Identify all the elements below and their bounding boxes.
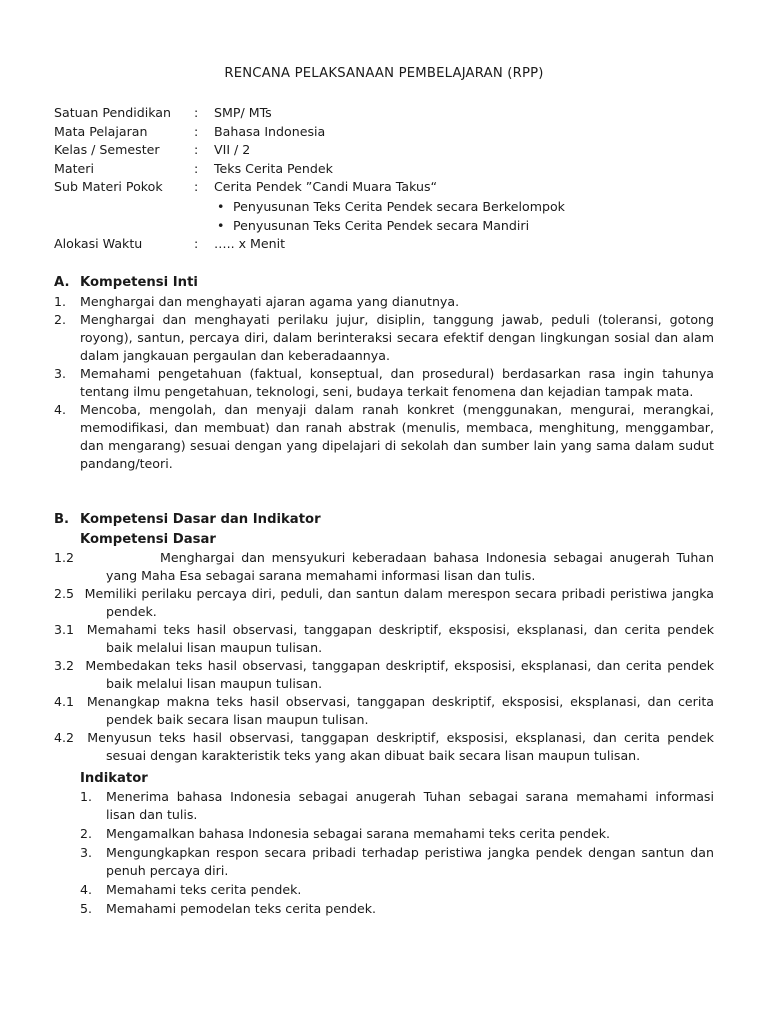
- identity-colon: :: [194, 105, 199, 120]
- identity-colon: :: [194, 160, 199, 176]
- identity-row: [54, 141, 714, 160]
- indikator-number: 1.: [80, 789, 93, 804]
- identity-colon: :: [194, 123, 199, 139]
- kd-item: 4.2 Menyusun teks hasil observasi, tanggapan deskriptif, eksposisi, eksplanasi, dan cerita pendek sesuai dengan karakteristik teks yang akan dibuat baik secara lisan maupun tulisan.: [54, 730, 714, 763]
- list-item: [54, 293, 714, 311]
- identity-table: [54, 104, 714, 254]
- indikator-number: 2.: [80, 826, 93, 841]
- indikator-number: 3.: [80, 845, 93, 860]
- indikator-heading: Indikator: [80, 771, 148, 786]
- identity-value: VII / 2: [214, 142, 251, 158]
- section-heading: [54, 510, 714, 530]
- indikator-text: Mengamalkan bahasa Indonesia sebagai sarana memahami teks cerita pendek.: [106, 826, 611, 841]
- indikator-item: [54, 900, 714, 918]
- section-title: Kompetensi Inti: [80, 275, 198, 290]
- identity-label: Mata Pelajaran: [54, 123, 148, 139]
- list-text: Memahami pengetahuan (faktual, konseptual, dan prosedural) berdasarkan rasa ingin tahunya tentang ilmu pengetahuan, teknologi, seni, budaya terkait fenomena dan kejadian tampak mata.: [80, 366, 714, 399]
- indikator-number: 5.: [80, 901, 93, 916]
- indikator-item: [54, 881, 714, 899]
- bullet-icon: •: [217, 217, 225, 233]
- identity-value: Teks Cerita Pendek: [214, 160, 333, 176]
- identity-colon: :: [194, 142, 199, 158]
- kd-item: [54, 549, 714, 585]
- identity-label: Kelas / Semester: [54, 142, 160, 158]
- section-letter: A.: [54, 275, 70, 290]
- list-number: 3.: [54, 366, 67, 381]
- list-item: [54, 365, 714, 401]
- identity-value: ….. x Menit: [214, 235, 286, 251]
- indikator-text: Mengungkapkan respon secara pribadi terhadap peristiwa jangka pendek dengan santun dan penuh percaya diri.: [106, 845, 714, 878]
- bullet-text: Penyusunan Teks Cerita Pendek secara Mandiri: [233, 217, 530, 233]
- kd-item: 4.1 Menangkap makna teks hasil observasi, tanggapan deskriptif, eksposisi, eksplanasi, dan cerita pendek baik secara lisan maupun tulisan.: [54, 694, 714, 727]
- kd-text: Menangkap makna teks hasil observasi, tanggapan deskriptif, eksposisi, eksplanasi, dan cerita pendek baik secara lisan maupun tulisan.: [86, 694, 714, 727]
- sub-materi-bullet: [54, 216, 714, 235]
- identity-row: [54, 104, 714, 123]
- identity-value: Cerita Pendek ”Candi Muara Takus“: [214, 179, 438, 195]
- indikator-item: [54, 788, 714, 824]
- kd-heading: Kompetensi Dasar: [80, 532, 216, 547]
- kd-text: Memahami teks hasil observasi, tanggapan deskriptif, eksposisi, eksplanasi, dan cerita pendek baik melalui lisan maupun tulisan.: [86, 622, 714, 655]
- bullet-text: Penyusunan Teks Cerita Pendek secara Berkelompok: [233, 198, 565, 214]
- identity-row: [54, 123, 714, 142]
- indikator-text: Memahami pemodelan teks cerita pendek.: [106, 901, 377, 916]
- list-text: Menghargai dan menghayati ajaran agama yang dianutnya.: [80, 294, 460, 309]
- identity-row-alokasi: [54, 235, 714, 254]
- indikator-text: Menerima bahasa Indonesia sebagai anugerah Tuhan sebagai sarana memahami informasi lisan dan tulis.: [106, 789, 714, 822]
- kd-text: Memiliki perilaku percaya diri, peduli, dan santun dalam merespon secara pribadi peristiwa jangka pendek.: [84, 586, 714, 619]
- list-number: 4.: [54, 402, 67, 417]
- kd-number: 1.2: [54, 550, 75, 565]
- list-item: [54, 401, 714, 473]
- list-item: [54, 311, 714, 365]
- indikator-number: 4.: [80, 882, 93, 897]
- section-heading: [54, 273, 714, 293]
- kd-text: Menghargai dan mensyukuri keberadaan bahasa Indonesia sebagai anugerah Tuhan yang Maha Esa sebagai sarana memahami informasi lisan dan tulis.: [106, 550, 714, 583]
- section-kompetensi-inti: [54, 273, 714, 473]
- section-title: Kompetensi Dasar dan Indikator: [80, 512, 321, 527]
- kd-text: Menyusun teks hasil observasi, tanggapan deskriptif, eksposisi, eksplanasi, dan cerita pendek sesuai dengan karakteristik teks yang akan dibuat baik secara lisan maupun tulisan.: [87, 730, 714, 763]
- indikator-item: [54, 844, 714, 880]
- list-text: Mencoba, mengolah, dan menyaji dalam ranah konkret (menggunakan, mengurai, merangkai, memodifikasi, dan membuat) dan ranah abstrak (menulis, membaca, menghitung, menggambar, dan mengarang) sesuai dengan yang dipelajari di sekolah dan sumber lain yang sama dalam sudut pandang/teori.: [80, 402, 714, 471]
- kd-item: 2.5 Memiliki perilaku percaya diri, peduli, dan santun dalam merespon secara pribadi peristiwa jangka pendek.: [54, 586, 714, 619]
- identity-label: Alokasi Waktu: [54, 235, 143, 251]
- bullet-icon: •: [217, 198, 225, 214]
- identity-label: Sub Materi Pokok: [54, 179, 163, 195]
- indikator-item: [54, 825, 714, 843]
- page-title: RENCANA PELAKSANAAN PEMBELAJARAN (RPP): [224, 66, 544, 81]
- identity-value: Bahasa Indonesia: [214, 123, 326, 139]
- kd-text: Membedakan teks hasil observasi, tanggapan deskriptif, eksposisi, eksplanasi, dan cerita pendek baik melalui lisan maupun tulisan.: [85, 658, 714, 691]
- indikator-text: Memahami teks cerita pendek.: [106, 882, 302, 897]
- section-kompetensi-dasar: [54, 510, 714, 919]
- kd-item: 3.1 Memahami teks hasil observasi, tanggapan deskriptif, eksposisi, eksplanasi, dan cerita pendek baik melalui lisan maupun tulisan.: [54, 622, 714, 655]
- section-letter: B.: [54, 512, 70, 527]
- identity-row: [54, 178, 714, 197]
- identity-label: Satuan Pendidikan: [54, 105, 171, 120]
- list-number: 1.: [54, 294, 67, 309]
- identity-colon: :: [194, 235, 199, 251]
- identity-value: SMP/ MTs: [214, 105, 272, 120]
- identity-colon: :: [194, 179, 199, 195]
- list-text: Menghargai dan menghayati perilaku jujur, disiplin, tanggung jawab, peduli (toleransi, gotong royong), santun, percaya diri, dalam berinteraksi secara efektif dengan lingkungan sosial dan alam dalam jangkauan pergaulan dan keberadaannya.: [80, 312, 714, 363]
- kd-item: 3.2 Membedakan teks hasil observasi, tanggapan deskriptif, eksposisi, eksplanasi, dan cerita pendek baik melalui lisan maupun tulisan.: [54, 658, 714, 691]
- identity-label: Materi: [54, 160, 94, 176]
- sub-materi-bullet: [54, 197, 714, 216]
- list-number: 2.: [54, 312, 67, 327]
- identity-row: [54, 160, 714, 179]
